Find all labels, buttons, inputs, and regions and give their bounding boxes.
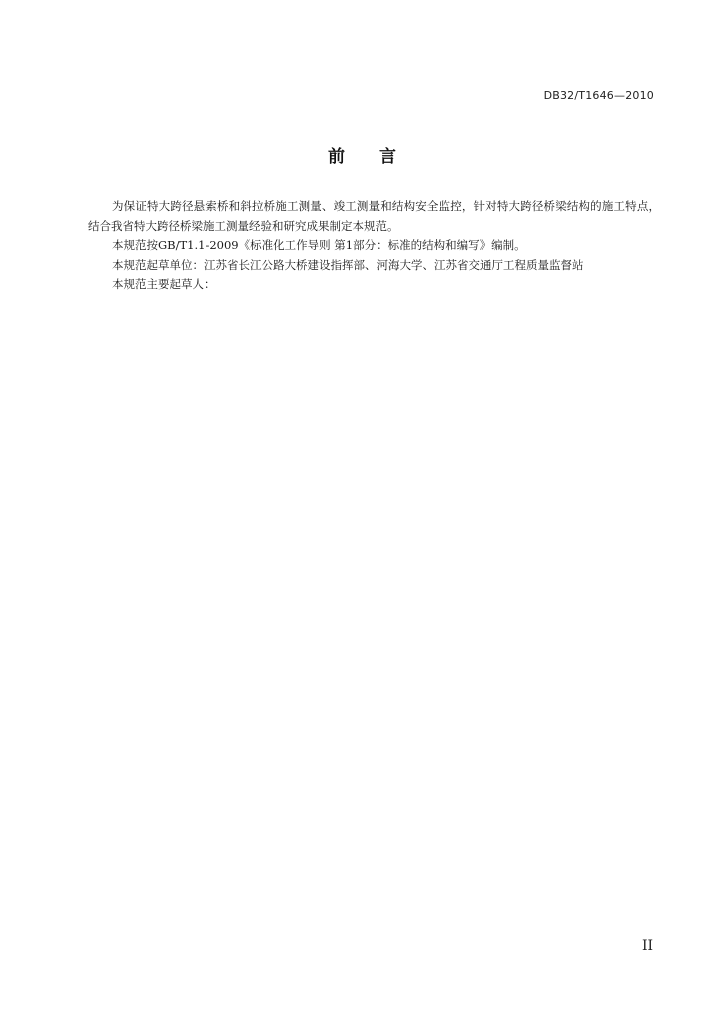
page-title: 前 言 xyxy=(328,147,410,167)
document-number: DB32/T1646—2010 xyxy=(543,89,654,102)
paragraph-standard-reference: 本规范按GB/T1.1-2009《标准化工作导则 第1部分：标准的结构和编写》编制。 xyxy=(112,238,526,252)
paragraph-main-drafters: 本规范主要起草人： xyxy=(112,277,216,291)
foreword-body xyxy=(88,197,660,295)
paragraph-purpose: 为保证特大跨径悬索桥和斜拉桥施工测量、竣工测量和结构安全监控，针对特大跨径桥梁结构的施工特点，结合我省特大跨径桥梁施工测量经验和研究成果制定本规范。 xyxy=(88,199,660,233)
page-number: II xyxy=(641,938,653,954)
paragraph-drafting-units: 本规范起草单位：江苏省长江公路大桥建设指挥部、河海大学、江苏省交通厅工程质量监督站 xyxy=(112,257,584,272)
